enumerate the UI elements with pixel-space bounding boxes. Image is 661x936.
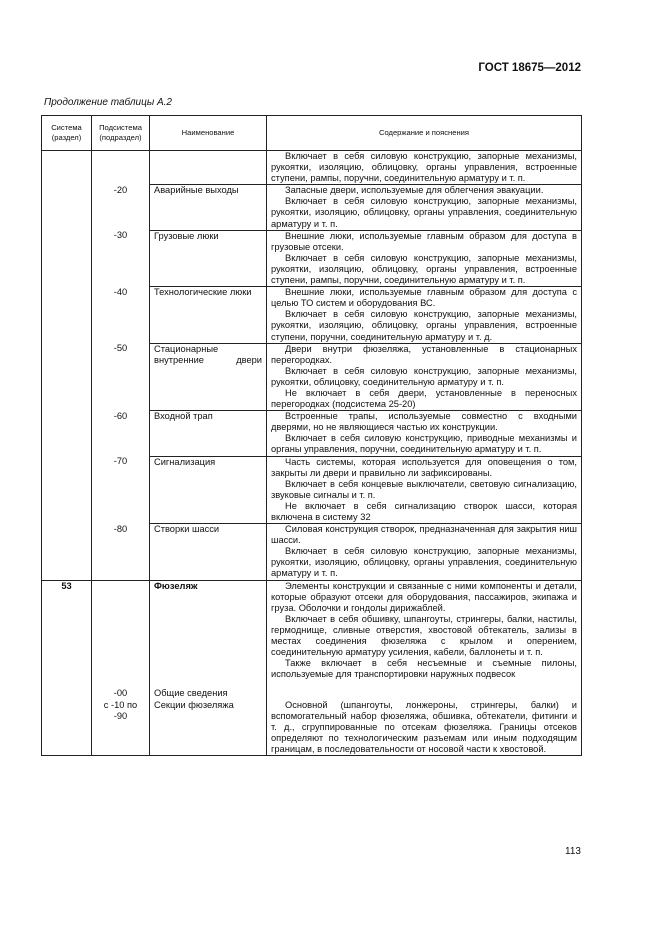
content-paragraph: Включает в себя силовую конструкцию, приводные механизмы и органы управления, поручни, соединительную арматуру и т. п. — [271, 433, 577, 455]
column-header-name: Наименование — [150, 116, 267, 151]
subsystem-cell: -00 — [92, 680, 150, 699]
table-row — [42, 185, 582, 230]
system-cell — [42, 411, 92, 456]
name-cell: Общие сведения — [150, 680, 267, 699]
content-cell — [267, 680, 582, 699]
content-cell — [267, 580, 582, 680]
column-header-subsystem: Подсистема (подраздел) — [92, 116, 150, 151]
name-cell: Секции фюзеляжа — [150, 700, 267, 756]
content-cell — [267, 411, 582, 456]
subsystem-cell — [92, 580, 150, 680]
system-cell — [42, 700, 92, 756]
document-code: ГОСТ 18675—2012 — [478, 62, 581, 74]
content-paragraph: Включает в себя силовую конструкцию, запорные механизмы, рукоятки, изоляцию, облицовку, органы управления, встроенные ступени, рампы, поручни, соединительную арматуру и т. п. — [271, 151, 577, 184]
content-paragraph: Включает в себя концевые выключатели, световую сигнализацию, звуковые сигналы и т. п. — [271, 478, 577, 500]
name-cell: Грузовые люки — [150, 230, 267, 286]
content-cell — [267, 185, 582, 230]
name-cell: Технологические люки — [150, 287, 267, 343]
content-paragraph: Элементы конструкции и связанные с ними компоненты и детали, которые образуют отсеки для оборудования, пассажиров, экипажа и груза. Оболочки и гондолы дирижаблей. — [271, 580, 577, 613]
content-paragraph: Включает в себя силовую конструкцию, запорные механизмы, рукоятки, изоляцию, облицовку, органы управления, соединительную арматуру и т. п. — [271, 196, 577, 229]
table-row — [42, 524, 582, 580]
system-cell — [42, 185, 92, 230]
system-cell: 53 — [42, 580, 92, 680]
table-row — [42, 343, 582, 411]
table-row — [42, 230, 582, 286]
table-row — [42, 456, 582, 524]
table-row — [42, 411, 582, 456]
name-cell: Стационарные внутренние двери — [150, 343, 267, 411]
column-header-content: Содержание и пояснения — [267, 116, 582, 151]
content-paragraph: Включает в себя силовую конструкцию, запорные механизмы, рукоятки, изоляцию, облицовку, органы управления, встроенные ступени, поручни, соединительную арматуру и т. д. — [271, 309, 577, 342]
system-cell — [42, 230, 92, 286]
system-cell — [42, 151, 92, 185]
system-cell — [42, 524, 92, 580]
content-cell — [267, 230, 582, 286]
subsystem-cell — [92, 151, 150, 185]
content-paragraph: Включает в себя силовую конструкцию, запорные механизмы, рукоятки, изоляцию, облицовку, органы управления, соединительную арматуру и т. п. — [271, 546, 577, 579]
subsystem-cell: -30 — [92, 230, 150, 286]
classification-table — [41, 115, 582, 756]
content-cell — [267, 524, 582, 580]
subsystem-cell: с -10 по -90 — [92, 700, 150, 756]
page-number: 113 — [565, 846, 581, 857]
subsystem-cell: -20 — [92, 185, 150, 230]
table-row — [42, 580, 582, 680]
name-cell: Фюзеляж — [150, 580, 267, 680]
subsystem-cell: -50 — [92, 343, 150, 411]
name-cell: Аварийные выходы — [150, 185, 267, 230]
system-cell — [42, 343, 92, 411]
subsystem-cell: -70 — [92, 456, 150, 524]
subsystem-cell: -80 — [92, 524, 150, 580]
content-cell — [267, 456, 582, 524]
content-paragraph: Часть системы, которая используется для оповещения о том, закрыты ли двери и правильно ли зафиксированы. — [271, 456, 577, 478]
content-paragraph: Также включает в себя несъемные и съемные пилоны, используемые для транспортировки наружных подвесок — [271, 658, 577, 680]
name-cell: Входной трап — [150, 411, 267, 456]
table-row — [42, 680, 582, 699]
content-paragraph: Не включает в себя двери, установленные в переносных перегородках (подсистема 25-20) — [271, 387, 577, 410]
system-cell — [42, 456, 92, 524]
content-cell — [267, 151, 582, 185]
system-cell — [42, 287, 92, 343]
content-paragraph: Силовая конструкция створок, предназначенная для закрытия ниш шасси. — [271, 524, 577, 546]
content-paragraph: Основной (шпангоуты, лонжероны, стрингеры, балки) и вспомогательный набор фюзеляжа, обшивка, обтекатели, фитинги и т. д., сгруппированные по отсекам фюзеляжа. Границы отсеков определяют по технологическим разъемам или иным подходящим границам, в последовательности от носовой части к хвостовой. — [271, 699, 577, 754]
content-paragraph: Включает в себя силовую конструкцию, запорные механизмы, рукоятки, облицовку, соединительную арматуру и т. п. — [271, 365, 577, 387]
content-cell — [267, 700, 582, 756]
system-cell — [42, 680, 92, 699]
content-paragraph: Запасные двери, используемые для облегчения эвакуации. — [285, 185, 544, 196]
content-cell — [267, 343, 582, 411]
content-paragraph: Включает в себя силовую конструкцию, запорные механизмы, рукоятки, изоляцию, облицовку, органы управления, встроенные ступени, рампы, поручни, соединительную арматуру и т. п. — [271, 252, 577, 286]
subsystem-cell: -40 — [92, 287, 150, 343]
content-paragraph: Двери внутри фюзеляжа, установленные в стационарных перегородках. — [271, 343, 577, 365]
name-cell — [150, 151, 267, 185]
content-paragraph: Внешние люки, используемые главным образом для доступа в грузовые отсеки. — [271, 230, 577, 252]
table-header-row — [42, 116, 582, 151]
table-row — [42, 700, 582, 756]
table-row — [42, 151, 582, 185]
content-paragraph: Внешние люки, используемые главным образом для доступа с целью ТО систем и оборудования ВС. — [271, 287, 577, 309]
table-caption: Продолжение таблицы А.2 — [44, 97, 172, 108]
content-paragraph: Встроенные трапы, используемые совместно с входными дверями, но не являющиеся частью их конструкции. — [271, 411, 577, 433]
content-paragraph: Не включает в себя сигнализацию створок шасси, которая включена в систему 32 — [271, 500, 577, 522]
subsystem-cell: -60 — [92, 411, 150, 456]
content-cell — [267, 287, 582, 343]
content-paragraph: Включает в себя обшивку, шпангоуты, стрингеры, балки, настилы, гермоднище, сливные отверстия, хвостовой обтекатель, зализы в местах соединения фюзеляжа с крылом и оперением, соединительную арматуру усиления, кабели, баллонеты и т. п. — [271, 613, 577, 658]
table-row — [42, 287, 582, 343]
name-cell: Сигнализация — [150, 456, 267, 524]
name-cell: Створки шасси — [150, 524, 267, 580]
column-header-system: Система (раздел) — [42, 116, 92, 151]
